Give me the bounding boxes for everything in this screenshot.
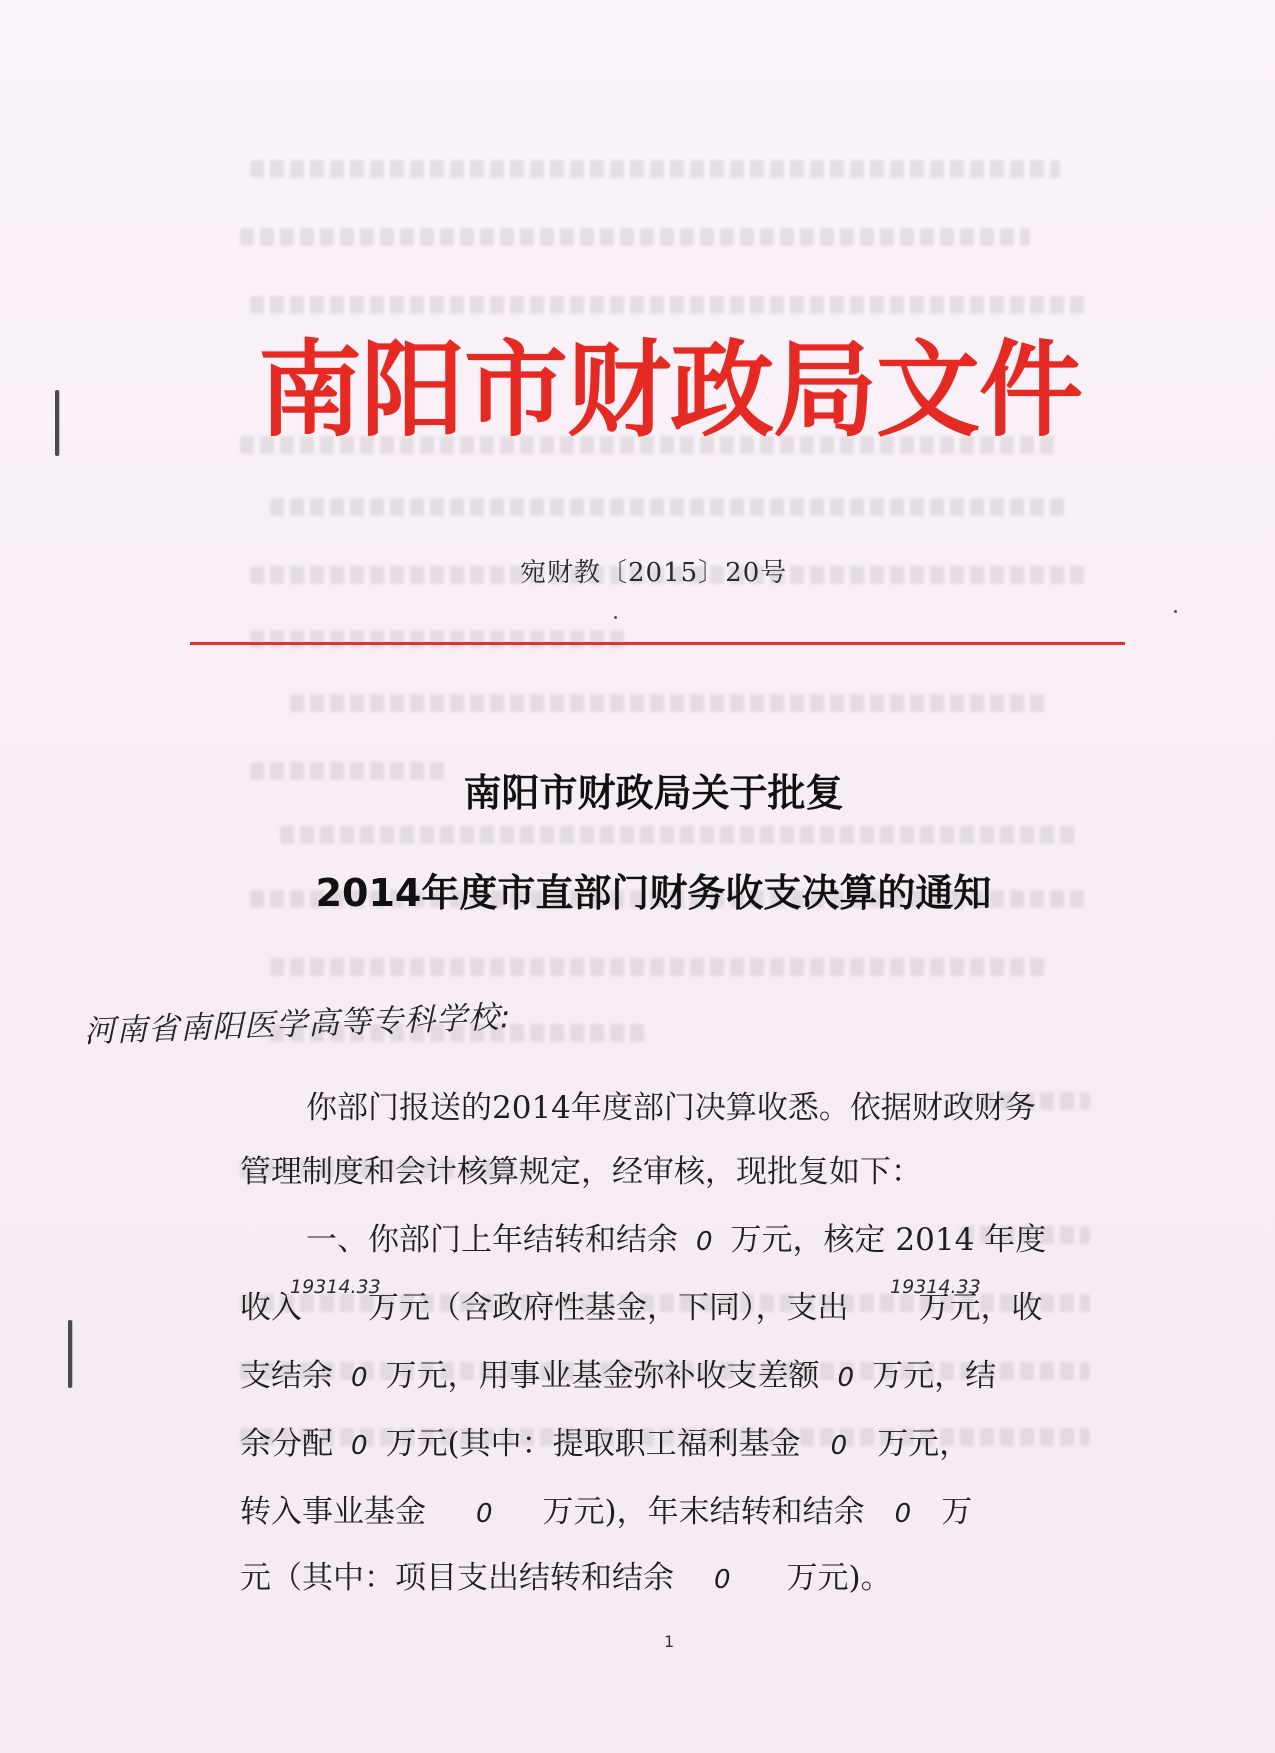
handwritten-business-fund-value: 0 <box>476 1499 493 1529</box>
notice-title-line-1: 南阳市财政局关于批复 <box>463 771 844 815</box>
red-divider-rule <box>190 642 1125 645</box>
page-number: 1 <box>664 1632 675 1651</box>
speck <box>1174 610 1177 613</box>
staple-bottom <box>68 1320 72 1388</box>
body-text: 收入 <box>240 1290 302 1326</box>
handwritten-distribution-value: 0 <box>351 1431 368 1461</box>
handwritten-expenditure-value: 19314.33 <box>890 1276 981 1298</box>
body-text: 万元，用事业基金弥补收支差额 <box>385 1358 820 1394</box>
item1-line-5 <box>240 1492 1100 1534</box>
handwritten-year-end-balance-value: 0 <box>894 1499 912 1529</box>
body-text: 管理制度和会计核算规定，经审核，现批复如下： <box>240 1154 922 1190</box>
notice-title-line-2: 2014年度市直部门财务收支决算的通知 <box>315 871 992 915</box>
body-text: 转入事业基金 <box>240 1494 426 1530</box>
body-text: 你部门报送的2014年度部门决算收悉。依据财政财务 <box>306 1090 1036 1126</box>
document-header-title: 南阳市财政局文件 <box>258 329 1083 451</box>
body-text: 万元， <box>877 1426 971 1462</box>
body-text: 万元(其中：提取职工福利基金 <box>385 1426 801 1462</box>
item1-line-1 <box>306 1220 1166 1262</box>
body-text: 万元，结 <box>872 1358 997 1394</box>
handwritten-surplus-value: 0 <box>351 1363 368 1393</box>
handwritten-project-balance-value: 0 <box>714 1565 731 1595</box>
item1-line-4 <box>240 1424 1100 1466</box>
staple-top <box>55 390 59 456</box>
body-text: 万元)。 <box>786 1560 892 1596</box>
item1-line-3 <box>240 1356 1100 1398</box>
body-text: 万元，核定 2014 年度 <box>730 1222 1047 1258</box>
handwritten-welfare-fund-value: 0 <box>830 1431 848 1461</box>
handwritten-income-value: 19314.33 <box>290 1276 381 1298</box>
handwritten-addressee: 河南省南阳医学高等专科学校: <box>83 999 512 1050</box>
body-text: 一、你部门上年结转和结余 <box>306 1222 678 1258</box>
body-text: 万元（含政府性基金，下同），支出 <box>368 1290 849 1326</box>
body-text: 万 <box>941 1494 973 1530</box>
body-intro-line-1 <box>306 1088 1166 1128</box>
body-text: 万元，收 <box>918 1290 1043 1326</box>
item1-line-6 <box>240 1558 1100 1600</box>
document-number: 宛财教〔2015〕20号 <box>520 558 788 588</box>
body-text: 元（其中：项目支出结转和结余 <box>240 1560 674 1596</box>
handwritten-carryover-value: 0 <box>696 1227 713 1257</box>
speck <box>614 616 617 619</box>
body-text: 万元)，年末结转和结余 <box>542 1494 865 1530</box>
body-intro-line-2 <box>240 1152 1100 1192</box>
handwritten-fund-offset-value: 0 <box>837 1363 855 1393</box>
body-text: 余分配 <box>240 1426 333 1462</box>
body-text: 支结余 <box>240 1358 333 1394</box>
